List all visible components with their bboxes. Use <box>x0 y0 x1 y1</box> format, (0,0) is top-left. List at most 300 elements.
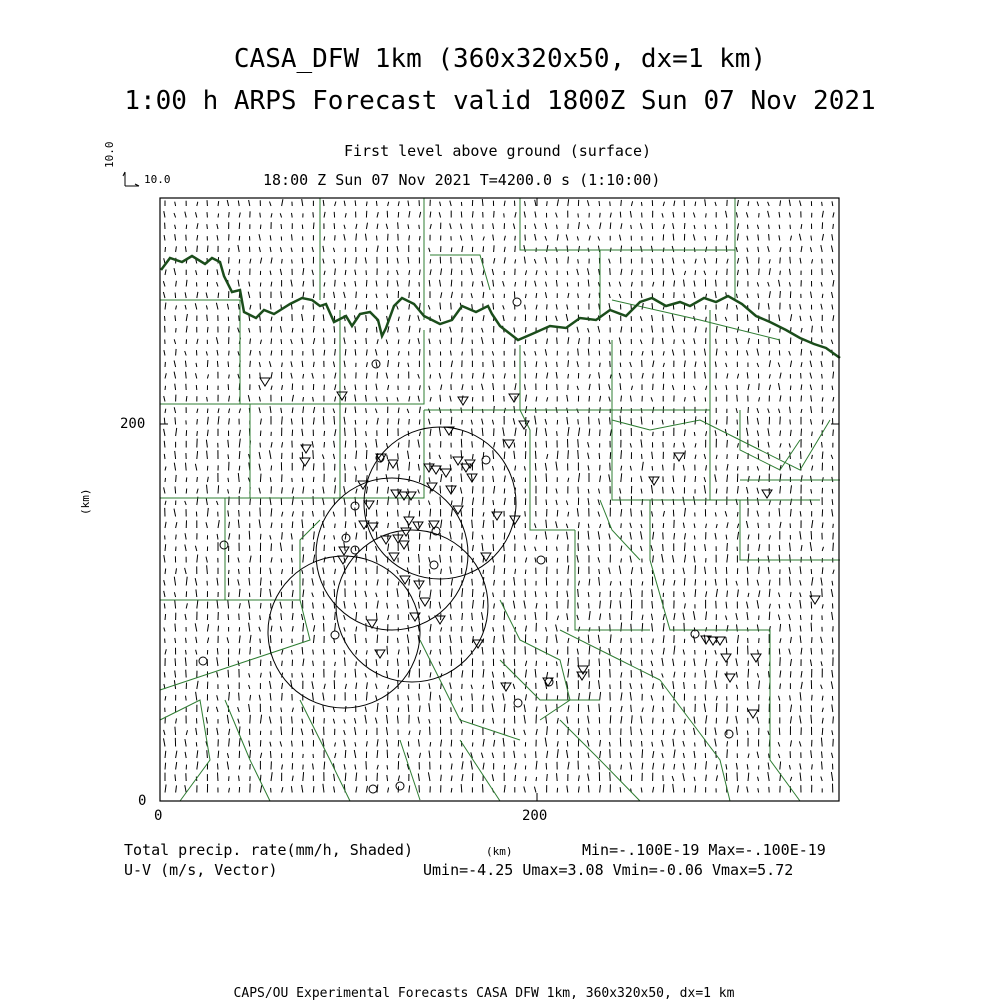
wind-vector <box>196 728 197 735</box>
wind-vector <box>503 281 505 286</box>
wind-vector <box>260 639 261 643</box>
wind-vector <box>725 511 727 516</box>
wind-vector <box>483 639 484 643</box>
wind-vector <box>335 743 336 747</box>
wind-vector <box>197 555 198 563</box>
wind-vector <box>472 545 473 551</box>
wind-vector <box>641 510 642 516</box>
wind-vector <box>801 648 802 655</box>
wind-vector <box>546 473 547 482</box>
wind-vector <box>589 374 590 378</box>
wind-vector <box>780 291 781 298</box>
wind-vector <box>335 569 336 574</box>
wind-vector <box>366 202 367 207</box>
wind-vector <box>653 338 654 344</box>
wind-vector <box>282 363 283 368</box>
wind-vector <box>547 339 548 345</box>
station-triangle <box>406 492 416 500</box>
station-triangle <box>399 492 409 500</box>
wind-vector <box>812 259 813 263</box>
wind-vector <box>757 488 759 494</box>
wind-vector <box>345 408 346 413</box>
wind-vector <box>694 351 695 356</box>
wind-vector <box>536 316 537 322</box>
wind-vector <box>695 565 696 574</box>
wind-vector <box>801 451 802 459</box>
wind-vector <box>578 603 579 609</box>
wind-vector <box>387 775 388 781</box>
wind-vector <box>228 478 229 482</box>
wind-vector <box>335 235 336 240</box>
county-boundary <box>612 310 710 410</box>
wind-vector <box>662 658 663 666</box>
wind-vector <box>789 765 790 769</box>
wind-vector <box>651 485 652 494</box>
wind-vector <box>546 520 547 528</box>
wind-vector <box>185 212 186 218</box>
wind-vector <box>356 475 357 482</box>
wind-vector <box>409 235 410 240</box>
wind-vector <box>790 430 791 436</box>
wind-vector <box>462 384 463 390</box>
wind-vector <box>547 245 548 252</box>
wind-vector <box>462 533 463 540</box>
wind-vector <box>652 303 653 309</box>
wind-vector <box>355 591 356 598</box>
wind-vector <box>672 326 674 333</box>
wind-vector <box>833 524 834 528</box>
wind-vector <box>439 315 441 321</box>
wind-vector <box>832 386 833 390</box>
wind-vector <box>250 715 251 724</box>
wind-vector <box>377 487 378 494</box>
wind-vector <box>334 326 335 332</box>
wind-vector <box>631 373 632 379</box>
county-boundary <box>770 700 800 801</box>
wind-vector <box>716 455 717 459</box>
wind-vector <box>323 591 324 597</box>
wind-vector <box>430 601 431 609</box>
wind-vector <box>186 326 187 333</box>
wind-vector <box>323 693 324 701</box>
wind-vector <box>663 363 664 367</box>
station-triangle <box>649 477 659 485</box>
wind-vector <box>483 600 484 609</box>
wind-vector <box>801 545 802 551</box>
station-triangle <box>389 553 399 561</box>
wind-vector <box>196 650 197 655</box>
wind-vector <box>577 649 578 655</box>
wind-vector <box>610 463 611 471</box>
wind-vector <box>588 465 589 470</box>
wind-vector <box>800 531 801 539</box>
wind-vector <box>376 555 377 562</box>
wind-vector <box>229 692 230 701</box>
wind-vector <box>609 294 610 298</box>
wind-vector <box>715 650 716 654</box>
wind-vector <box>546 763 547 770</box>
wind-vector <box>704 477 706 482</box>
wind-vector <box>821 637 823 643</box>
wind-vector <box>206 351 207 355</box>
wind-vector <box>832 612 833 620</box>
wind-vector <box>503 315 504 321</box>
wind-vector <box>672 269 674 276</box>
wind-vector <box>334 441 335 448</box>
wind-vector <box>355 340 356 344</box>
wind-vector <box>428 772 430 781</box>
wind-vector <box>344 338 345 345</box>
wind-vector <box>640 340 642 344</box>
wind-vector <box>344 730 346 735</box>
wind-vector <box>429 719 430 723</box>
wind-vector <box>588 753 589 758</box>
wind-vector <box>525 361 526 367</box>
range-ring <box>268 556 420 708</box>
wind-vector <box>684 672 685 677</box>
wind-vector <box>250 647 251 655</box>
wind-vector <box>790 543 791 551</box>
wind-vector <box>472 486 473 493</box>
wind-vector <box>260 603 261 609</box>
wind-vector <box>197 339 198 344</box>
wind-vector <box>313 212 314 217</box>
wind-vector <box>757 498 758 505</box>
wind-vector <box>176 522 177 528</box>
wind-vector <box>376 613 377 620</box>
wind-vector <box>833 280 834 286</box>
wind-vector <box>441 520 442 528</box>
wind-vector <box>706 386 707 390</box>
wind-vector <box>259 627 261 632</box>
wind-vector <box>716 420 717 425</box>
wind-vector <box>323 616 324 620</box>
wind-vector <box>260 673 261 678</box>
wind-vector <box>451 521 452 528</box>
wind-vector <box>313 223 314 230</box>
wind-vector <box>345 386 346 390</box>
wind-vector <box>483 441 484 448</box>
wind-vector <box>822 761 823 769</box>
wind-vector <box>387 397 388 402</box>
wind-vector <box>386 340 387 345</box>
wind-vector <box>694 305 695 309</box>
wind-vector <box>323 487 324 494</box>
wind-vector <box>535 416 536 425</box>
wind-vector <box>515 775 516 781</box>
wind-vector <box>674 613 675 620</box>
wind-vector <box>462 708 463 713</box>
wind-vector <box>471 626 472 631</box>
station-triangle <box>751 654 761 662</box>
wind-vector <box>822 648 823 654</box>
wind-vector <box>609 315 610 321</box>
wind-vector <box>780 474 781 482</box>
wind-vector <box>567 741 568 747</box>
wind-vector <box>324 442 325 448</box>
wind-vector <box>822 397 823 401</box>
wind-vector <box>270 202 272 207</box>
wind-vector <box>600 614 601 621</box>
wind-vector <box>578 293 579 298</box>
wind-vector <box>493 544 494 551</box>
county-boundary <box>160 600 310 690</box>
wind-vector <box>398 497 399 505</box>
title-line-1: CASA_DFW 1km (360x320x50, dx=1 km) <box>0 46 1000 72</box>
wind-vector <box>387 765 388 769</box>
wind-vector <box>800 566 801 574</box>
wind-vector <box>715 202 716 206</box>
wind-vector <box>589 681 590 689</box>
wind-vector <box>377 765 378 770</box>
wind-vector <box>207 477 208 482</box>
wind-vector <box>323 246 324 252</box>
wind-vector <box>365 591 367 597</box>
wind-vector <box>599 577 600 585</box>
wind-vector <box>227 637 229 643</box>
wind-vector <box>642 749 643 758</box>
wind-vector <box>780 638 781 643</box>
wind-vector <box>197 419 198 424</box>
wind-vector <box>789 351 791 356</box>
station-triangle <box>388 460 398 468</box>
wind-vector <box>376 684 378 689</box>
wind-vector <box>789 282 790 286</box>
wind-vector <box>525 533 526 539</box>
wind-vector-field <box>163 199 834 792</box>
wind-vector <box>176 475 177 482</box>
wind-vector <box>269 361 271 367</box>
wind-vector <box>185 305 186 310</box>
wind-vector <box>398 650 399 655</box>
wind-vector <box>250 635 251 643</box>
wind-vector <box>313 542 314 551</box>
wind-vector <box>174 463 175 471</box>
wind-vector <box>387 646 388 655</box>
wind-vector <box>546 592 547 597</box>
wind-vector <box>653 374 654 379</box>
wind-vector <box>577 508 578 516</box>
wind-vector <box>566 314 568 321</box>
wind-vector <box>684 280 685 287</box>
wind-vector <box>525 281 526 287</box>
wind-vector <box>428 305 430 309</box>
wind-vector <box>238 280 239 287</box>
wind-vector <box>609 340 610 344</box>
wind-vector <box>800 692 801 700</box>
wind-vector <box>239 648 240 654</box>
wind-vector <box>705 258 706 263</box>
wind-vector <box>599 418 600 424</box>
wind-vector <box>175 486 176 493</box>
wind-vector <box>758 293 759 298</box>
wind-vector <box>227 200 228 206</box>
wind-vector <box>706 465 707 470</box>
wind-vector <box>472 304 473 309</box>
wind-vector <box>578 259 579 263</box>
wind-vector <box>822 567 823 574</box>
wind-vector <box>409 326 410 333</box>
wind-vector <box>641 524 642 528</box>
wind-vector <box>281 726 282 735</box>
wind-vector <box>684 603 685 608</box>
wind-vector <box>821 245 822 252</box>
wind-vector <box>493 223 494 229</box>
wind-vector <box>324 557 325 563</box>
wind-vector <box>568 450 569 459</box>
wind-vector <box>483 292 484 298</box>
wind-vector <box>335 524 336 528</box>
wind-vector <box>313 338 314 344</box>
wind-vector <box>398 418 399 424</box>
wind-vector <box>663 281 664 287</box>
wind-vector <box>737 223 738 229</box>
wind-vector <box>513 684 515 689</box>
wind-vector <box>483 719 484 724</box>
county-boundary <box>160 404 250 498</box>
wind-vector <box>600 524 601 528</box>
wind-vector <box>780 671 781 678</box>
wind-vector <box>197 409 198 413</box>
wind-vector <box>524 257 525 264</box>
wind-vector <box>673 659 674 666</box>
wind-vector <box>779 315 780 322</box>
wind-vector <box>440 533 441 539</box>
wind-vector <box>174 509 176 517</box>
wind-vector <box>175 774 176 781</box>
wind-vector <box>504 476 505 482</box>
wind-vector <box>217 695 218 700</box>
wind-vector <box>600 785 601 793</box>
wind-vector <box>747 731 748 735</box>
wind-vector <box>419 753 420 758</box>
wind-vector <box>165 373 166 378</box>
wind-vector <box>409 476 410 482</box>
wind-vector <box>239 315 240 321</box>
wind-vector <box>462 317 463 321</box>
wind-vector <box>174 213 176 218</box>
wind-vector <box>577 386 578 390</box>
wind-vector <box>430 269 431 275</box>
county-boundary <box>575 530 650 630</box>
wind-vector <box>598 512 600 517</box>
wind-vector <box>610 772 611 781</box>
wind-vector <box>568 658 569 666</box>
wind-vector <box>419 282 420 286</box>
wind-vector <box>536 293 537 298</box>
wind-vector <box>366 373 367 379</box>
wind-vector <box>186 314 187 321</box>
wind-vector <box>282 512 283 517</box>
wind-vector <box>536 535 537 540</box>
wind-vector <box>515 246 516 252</box>
wind-vector <box>683 650 684 655</box>
wind-vector <box>525 776 526 781</box>
wind-vector <box>260 588 261 597</box>
wind-vector <box>715 430 716 436</box>
wind-vector <box>291 304 292 310</box>
wind-vector <box>397 588 398 597</box>
wind-vector <box>652 452 653 459</box>
wind-vector <box>822 420 823 425</box>
wind-vector <box>250 750 251 758</box>
wind-vector <box>271 327 272 333</box>
wind-vector <box>164 487 165 493</box>
wind-vector <box>282 442 283 447</box>
wind-vector <box>450 532 452 540</box>
wind-vector <box>322 454 324 459</box>
wind-vector <box>748 338 749 344</box>
wind-vector <box>312 693 313 701</box>
county-boundary <box>520 198 600 320</box>
wind-vector <box>568 293 569 298</box>
wind-vector <box>578 419 579 424</box>
wind-vector <box>651 545 653 551</box>
wind-vector <box>641 567 642 574</box>
wind-vector <box>207 451 208 459</box>
wind-vector <box>780 657 781 666</box>
wind-vector <box>631 282 632 287</box>
wind-vector <box>163 281 165 286</box>
wind-vector <box>217 282 219 286</box>
wind-vector <box>557 616 558 620</box>
wind-vector <box>397 306 399 310</box>
station-circle <box>220 541 228 549</box>
wind-vector <box>494 603 495 608</box>
wind-vector <box>600 363 601 367</box>
wind-vector <box>260 715 261 724</box>
wind-vector <box>599 372 600 378</box>
wind-vector <box>557 510 558 517</box>
wind-vector <box>333 409 335 414</box>
wind-vector <box>513 601 514 609</box>
wind-vector <box>174 577 175 586</box>
wind-vector <box>769 225 770 229</box>
wind-vector <box>175 727 176 735</box>
wind-vector <box>292 708 293 712</box>
wind-vector <box>790 386 791 390</box>
wind-vector <box>239 738 240 746</box>
wind-vector <box>482 612 484 620</box>
wind-vector <box>833 533 834 540</box>
wind-vector <box>822 452 823 460</box>
wind-vector <box>260 474 261 482</box>
wind-vector <box>684 661 685 666</box>
wind-vector <box>249 601 250 609</box>
wind-vector <box>684 533 685 539</box>
wind-vector <box>207 224 208 229</box>
wind-vector <box>800 304 801 309</box>
wind-vector <box>249 531 250 540</box>
wind-vector <box>790 361 791 367</box>
wind-vector <box>239 439 240 448</box>
wind-vector <box>195 623 197 631</box>
wind-vector <box>642 454 643 459</box>
wind-vector <box>821 304 822 310</box>
wind-vector <box>811 648 812 655</box>
wind-vector <box>291 419 292 425</box>
wind-vector <box>398 317 399 321</box>
wind-vector <box>759 213 760 217</box>
wind-vector <box>779 593 780 598</box>
wind-vector <box>176 718 177 723</box>
wind-vector <box>535 200 536 206</box>
wind-vector <box>716 661 717 666</box>
wind-vector <box>589 396 590 402</box>
wind-vector <box>757 431 758 437</box>
wind-vector <box>387 706 388 712</box>
wind-vector <box>514 443 515 448</box>
